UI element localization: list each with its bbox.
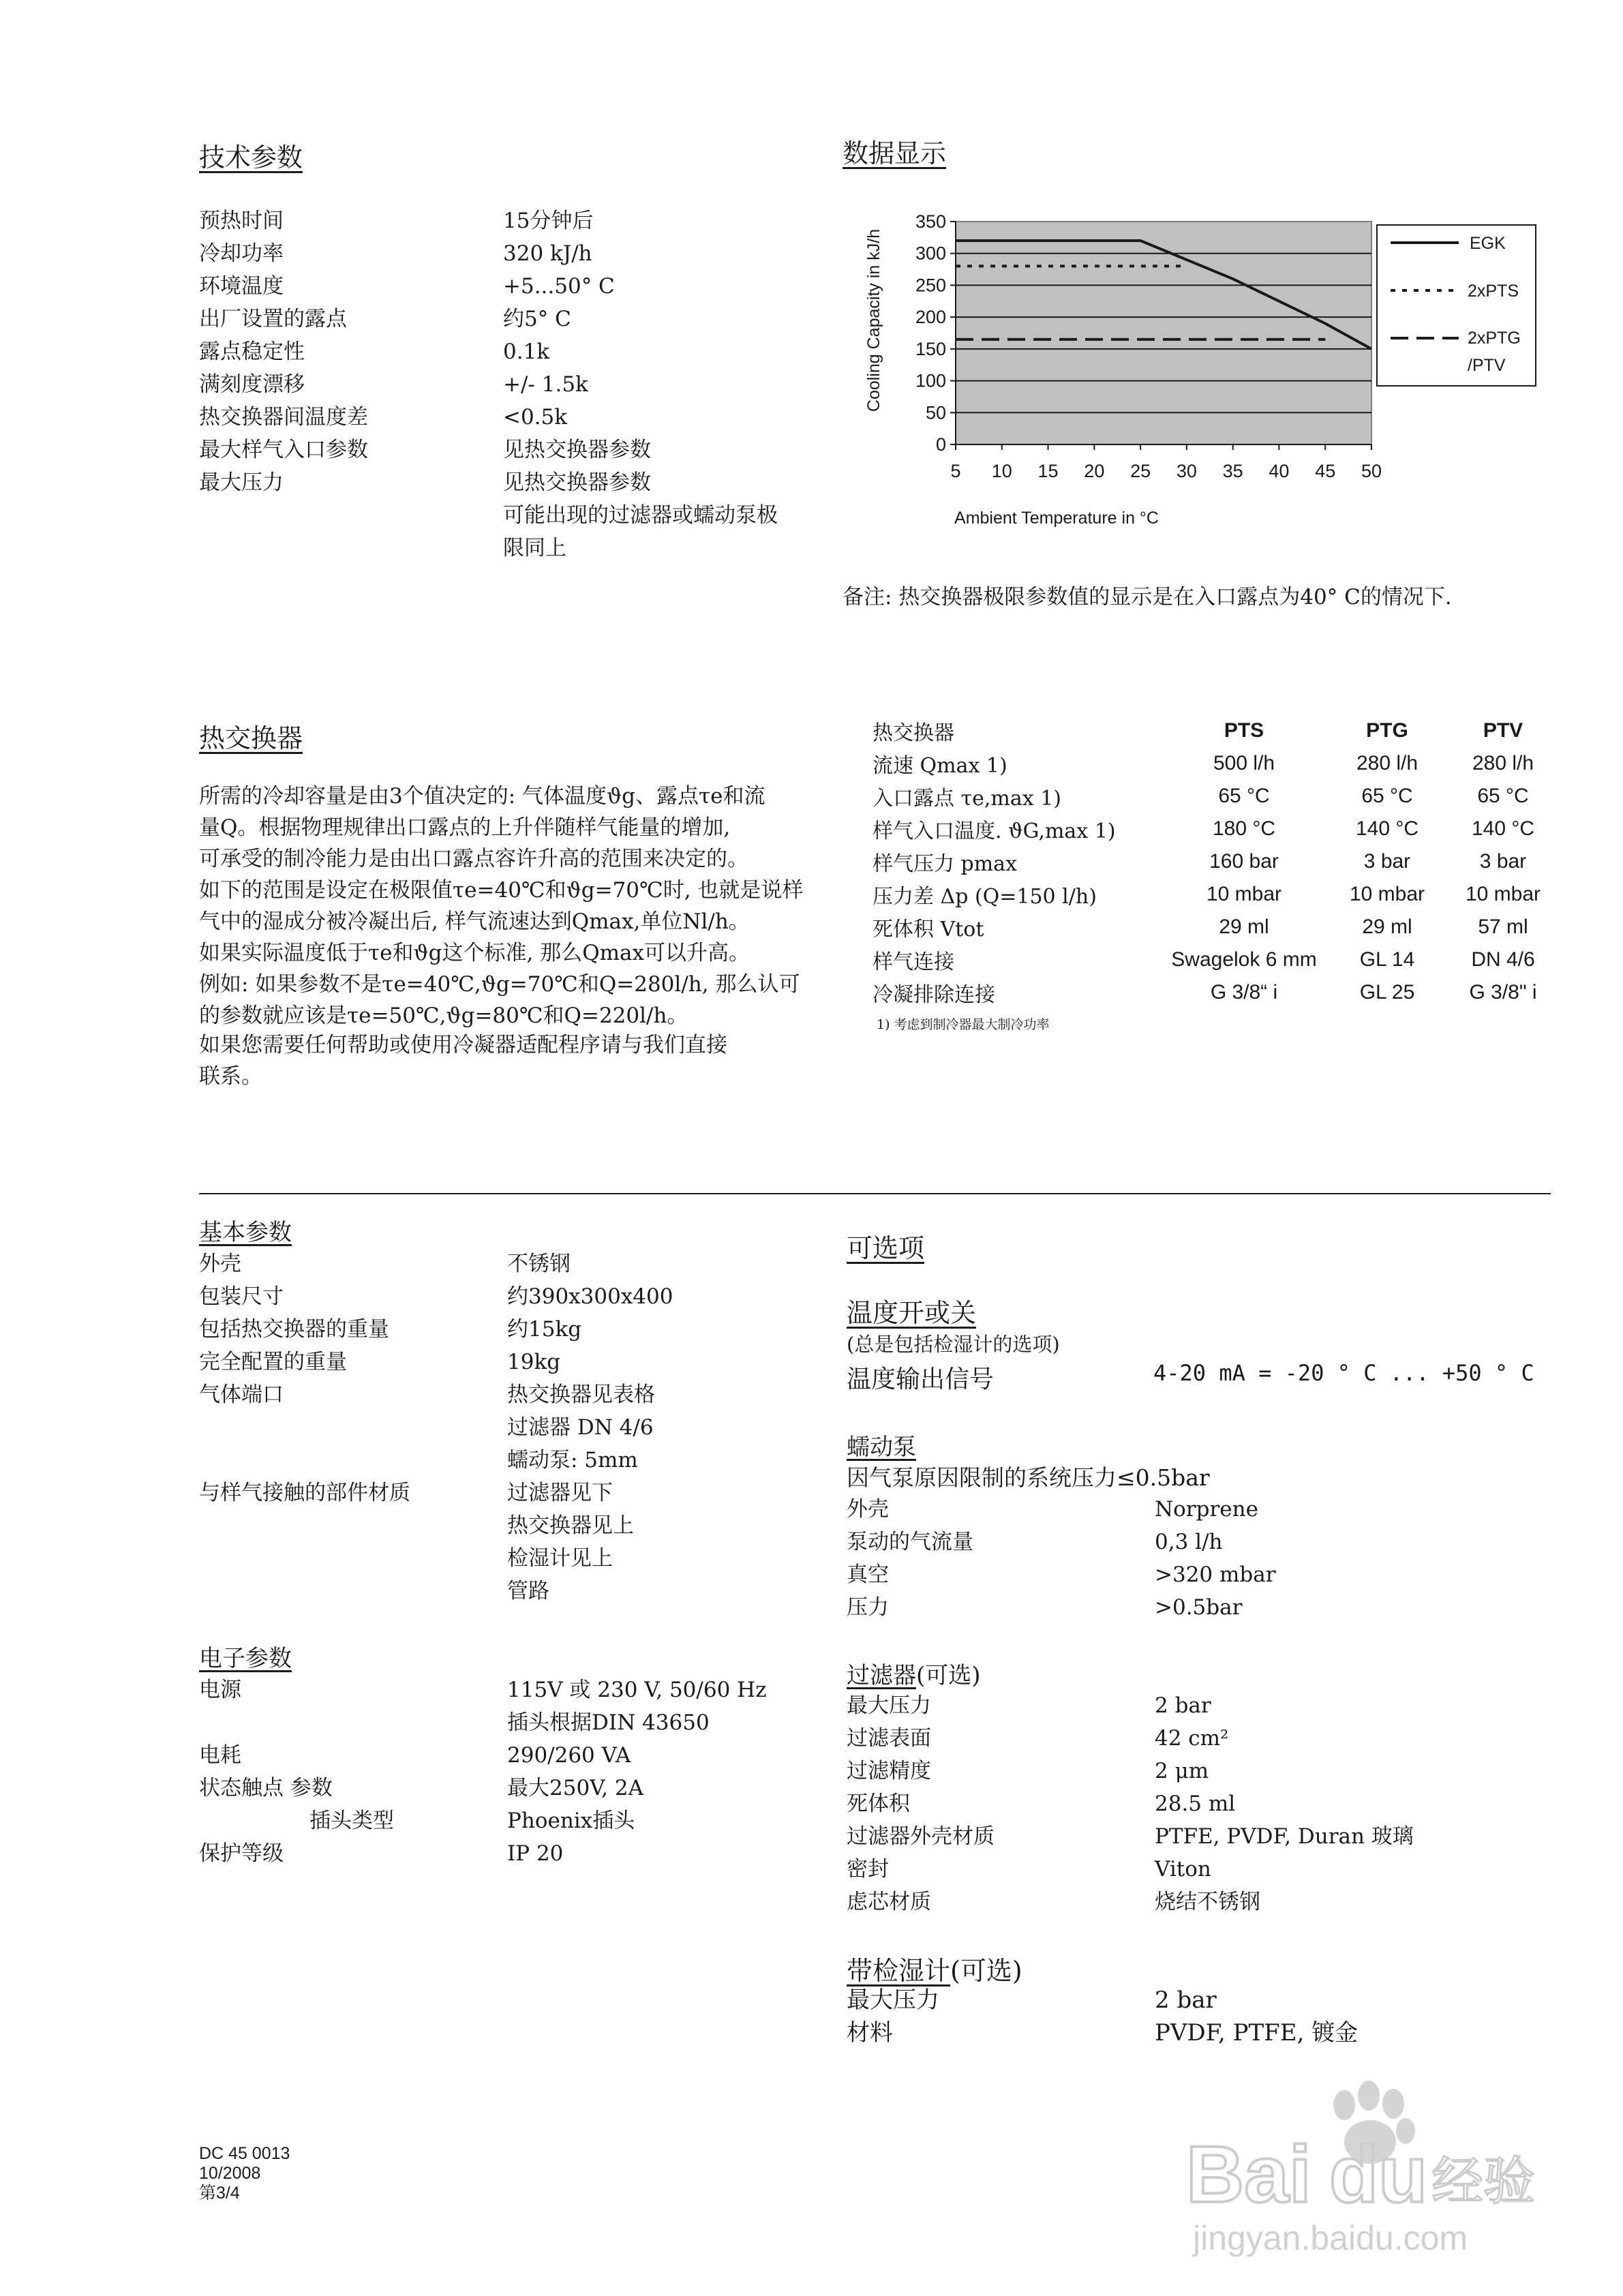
electronic-row <box>199 1706 767 1739</box>
electronic-row <box>199 1674 767 1706</box>
x-tick-label: 35 <box>1222 461 1243 481</box>
watermark-brand: Bai <box>1186 2130 1311 2220</box>
x-tick-label: 5 <box>950 461 961 481</box>
basic-key <box>199 1542 507 1575</box>
table-cell: 65 °C <box>1218 785 1270 807</box>
pump-key: 泵动的气流量 <box>847 1530 973 1554</box>
table-cell: 样气连接 <box>873 950 954 974</box>
electronic-value: Phoenix插头 <box>507 1809 635 1833</box>
tech-row <box>199 303 778 335</box>
tech-key: 满刻度漂移 <box>199 372 305 397</box>
table-cell: 500 l/h <box>1213 752 1275 774</box>
temp-output-key: 温度输出信号 <box>847 1365 995 1393</box>
hygro-title: 带检湿计 <box>847 1956 951 1986</box>
table-cell: 10 mbar <box>1349 883 1425 905</box>
chart-note: 备注: 热交换器极限参数值的显示是在入口露点为40° C的情况下. <box>843 585 1452 609</box>
electronic-value: 插头根据DIN 43650 <box>507 1710 710 1735</box>
filter-value: 烧结不锈钢 <box>1155 1890 1260 1914</box>
legend-box <box>1377 225 1536 386</box>
basic-value: 检湿计见上 <box>507 1546 613 1571</box>
plot-background <box>956 222 1371 444</box>
help-paragraph <box>199 1029 727 1092</box>
table-cell: 180 °C <box>1212 817 1276 840</box>
electronic-row <box>199 1804 767 1837</box>
basic-row <box>199 1509 673 1542</box>
tech-row <box>199 237 778 270</box>
basic-key: 包装尺寸 <box>199 1284 284 1309</box>
basic-row <box>199 1477 673 1509</box>
table-cell: 样气压力 pmax <box>873 852 1017 876</box>
filter-row <box>847 1722 1414 1755</box>
pump-list <box>847 1493 1276 1624</box>
x-axis-label: Ambient Temperature in °C <box>954 509 1159 528</box>
x-tick-label: 50 <box>1361 461 1382 481</box>
tech-key: 预热时间 <box>199 209 284 233</box>
tech-key: 出厂设置的露点 <box>199 307 347 331</box>
tech-value: +/- 1.5k <box>503 372 588 397</box>
basic-value: 蠕动泵: 5mm <box>507 1448 638 1472</box>
temp-switch-note: (总是包括检湿计的选项) <box>847 1333 1060 1356</box>
x-tick-label: 30 <box>1176 461 1197 481</box>
table-cell: 160 bar <box>1209 850 1279 873</box>
section-divider <box>199 1193 1551 1194</box>
tech-key <box>199 499 503 532</box>
tech-value: +5...50° C <box>503 274 615 299</box>
hygro-row <box>847 2016 1358 2049</box>
filter-row <box>847 1689 1414 1722</box>
tech-row <box>199 434 778 466</box>
table-cell: 10 mbar <box>1206 883 1282 905</box>
doc-number: DC 45 0013 <box>199 2144 290 2163</box>
table-cell: 入口露点 τe,max 1) <box>873 787 1062 811</box>
hygro-title-row <box>847 1950 1022 1987</box>
basic-value: 热交换器见上 <box>507 1513 634 1538</box>
pump-value: >0.5bar <box>1155 1595 1243 1620</box>
electronic-key: 插头类型 <box>309 1809 394 1833</box>
table-cell: G 3/8" i <box>1469 981 1537 1003</box>
pump-key: 真空 <box>847 1562 889 1587</box>
hygro-value: 2 bar <box>1155 1987 1217 2014</box>
pump-row <box>847 1526 1276 1558</box>
filter-row <box>847 1787 1414 1820</box>
baidu-watermark <box>1159 2066 1541 2270</box>
legend-ptg-label: 2xPTG <box>1468 329 1521 348</box>
hygro-value: PVDF, PTFE, 镀金 <box>1155 2019 1359 2046</box>
table-row <box>873 911 1561 943</box>
legend-egk-label: EGK <box>1470 234 1506 253</box>
y-tick-label: 50 <box>925 402 946 423</box>
x-tick-label: 20 <box>1084 461 1105 481</box>
table-row <box>873 976 1561 1009</box>
basic-key <box>199 1411 507 1444</box>
filter-row <box>847 1853 1414 1886</box>
filter-value: 2 bar <box>1155 1693 1211 1718</box>
y-axis <box>915 211 956 455</box>
tech-key: 露点稳定性 <box>199 339 305 364</box>
basic-row <box>199 1444 673 1477</box>
options-title: 可选项 <box>847 1233 925 1263</box>
basic-value: 约15kg <box>507 1317 582 1342</box>
electronic-row <box>199 1772 767 1804</box>
table-cell: 29 ml <box>1219 916 1269 938</box>
table-cell: 65 °C <box>1361 785 1413 807</box>
table-cell: 280 l/h <box>1356 752 1419 774</box>
paragraph-line: 如果实际温度低于τe和ϑg这个标准, 那么Qmax可以升高。 <box>199 941 750 965</box>
y-tick-label: 100 <box>915 370 946 391</box>
electronic-key: 保护等级 <box>199 1841 284 1866</box>
hygro-title-suffix: (可选) <box>950 1956 1022 1986</box>
cooling-capacity-chart <box>845 205 1554 539</box>
electronic-key: 状态触点 参数 <box>199 1776 333 1800</box>
table-header-cell: PTG <box>1366 719 1408 742</box>
heat-exchanger-paragraph <box>199 781 803 1031</box>
table-row <box>873 878 1561 911</box>
heat-exchanger-table <box>873 714 1561 1033</box>
table-cell: DN 4/6 <box>1471 948 1535 971</box>
paragraph-line: 如果您需要任何帮助或使用冷凝器适配程序请与我们直接 <box>199 1033 727 1057</box>
filter-key: 密封 <box>847 1857 889 1882</box>
paragraph-line: 气中的湿成分被冷凝出后, 样气流速达到Qmax,单位Nl/h。 <box>199 909 750 934</box>
table-header-cell: PTV <box>1483 719 1523 742</box>
basic-params-list <box>199 1248 673 1607</box>
y-tick-label: 350 <box>915 211 946 232</box>
basic-row <box>199 1378 673 1411</box>
table-cell: 样气入口温度. ϑG,max 1) <box>873 819 1116 843</box>
basic-value: 不锈钢 <box>507 1252 571 1276</box>
hygro-key: 材料 <box>847 2019 893 2046</box>
doc-date: 10/2008 <box>199 2164 261 2183</box>
electronic-key: 电耗 <box>199 1743 241 1768</box>
legend-ptv-label: /PTV <box>1468 356 1506 375</box>
tech-row <box>199 499 778 532</box>
basic-row <box>199 1248 673 1280</box>
electronic-key: 电源 <box>199 1678 241 1702</box>
tech-key <box>199 532 503 564</box>
electronic-value: IP 20 <box>507 1841 564 1866</box>
basic-value: 过滤器见下 <box>507 1481 613 1505</box>
temp-switch-title: 温度开或关 <box>847 1298 977 1328</box>
table-cell: 死体积 Vtot <box>873 918 984 941</box>
table-cell: 3 bar <box>1479 850 1527 873</box>
basic-row <box>199 1280 673 1313</box>
legend <box>1377 225 1536 386</box>
pump-key: 压力 <box>847 1595 889 1620</box>
basic-key: 外壳 <box>199 1252 241 1276</box>
paragraph-line: 的参数就应该是τe=50℃,ϑg=80℃和Q=220l/h。 <box>199 1003 688 1028</box>
basic-key: 气体端口 <box>199 1383 284 1407</box>
x-tick-label: 25 <box>1130 461 1151 481</box>
table-cell: 流速 Qmax 1) <box>873 754 1007 778</box>
plot-area <box>956 222 1371 444</box>
tech-value: 15分钟后 <box>503 209 594 233</box>
basic-value: 热交换器见表格 <box>507 1383 655 1407</box>
pump-value: >320 mbar <box>1155 1562 1276 1587</box>
basic-value: 约390x300x400 <box>507 1284 673 1309</box>
basic-row <box>199 1313 673 1346</box>
tech-key: 冷却功率 <box>199 241 284 266</box>
x-tick-label: 15 <box>1037 461 1059 481</box>
basic-key: 包括热交换器的重量 <box>199 1317 389 1342</box>
filter-key: 死体积 <box>847 1792 910 1816</box>
y-tick-label: 300 <box>915 243 946 264</box>
tech-value: 320 kJ/h <box>503 241 592 266</box>
tech-key: 最大样气入口参数 <box>199 438 368 462</box>
basic-row <box>199 1346 673 1378</box>
filter-value: 2 μm <box>1155 1759 1209 1783</box>
basic-value: 19kg <box>507 1350 561 1374</box>
basic-row <box>199 1575 673 1607</box>
filter-value: Viton <box>1155 1857 1211 1882</box>
hygro-key: 最大压力 <box>847 1987 939 2014</box>
tech-params-list <box>199 205 778 564</box>
filter-key: 过滤器外壳材质 <box>847 1824 995 1849</box>
paragraph-line: 联系。 <box>199 1064 262 1089</box>
table-cell: 3 bar <box>1363 850 1411 873</box>
table-cell: 140 °C <box>1355 817 1419 840</box>
filter-title-row <box>847 1657 981 1690</box>
table-row <box>873 845 1561 878</box>
tech-row <box>199 205 778 237</box>
basic-key: 完全配置的重量 <box>199 1350 347 1374</box>
tech-row <box>199 335 778 368</box>
y-tick-label: 150 <box>915 338 946 359</box>
pump-row <box>847 1591 1276 1624</box>
tech-value: 见热交换器参数 <box>503 438 651 462</box>
pump-value: Norprene <box>1155 1497 1258 1522</box>
heat-exchanger-title: 热交换器 <box>199 723 303 753</box>
y-tick-label: 250 <box>915 275 946 296</box>
tech-row <box>199 368 778 401</box>
tech-key: 最大压力 <box>199 470 284 495</box>
filter-key: 最大压力 <box>847 1693 931 1718</box>
basic-value: 过滤器 DN 4/6 <box>507 1415 654 1440</box>
filter-value: 42 cm² <box>1155 1726 1229 1751</box>
tech-value: 0.1k <box>503 339 550 364</box>
electronic-key <box>199 1706 507 1739</box>
pump-value: 0,3 l/h <box>1155 1530 1223 1554</box>
table-cell: 65 °C <box>1477 785 1529 807</box>
watermark-cn: 经验 <box>1431 2151 1535 2211</box>
table-cell: 29 ml <box>1362 916 1412 938</box>
pump-note: 因气泵原因限制的系统压力≤0.5bar <box>847 1464 1210 1491</box>
electronic-value: 115V 或 230 V, 50/60 Hz <box>507 1678 767 1702</box>
table-cell: G 3/8“ i <box>1210 981 1278 1003</box>
filter-key: 虑芯材质 <box>847 1890 931 1914</box>
document-footer <box>199 2144 290 2203</box>
electronic-params-list <box>199 1674 767 1870</box>
tech-value: <0.5k <box>503 405 568 429</box>
basic-row <box>199 1542 673 1575</box>
tech-params-title: 技术参数 <box>199 142 303 172</box>
filter-title-suffix: (可选) <box>916 1662 981 1689</box>
paragraph-line: 量Q。根据物理规律出口露点的上升伴随样气能量的增加, <box>199 815 731 840</box>
table-cell: 57 ml <box>1478 916 1528 938</box>
tech-row <box>199 466 778 499</box>
temp-output-row <box>847 1360 1534 1395</box>
temp-output-value: 4-20 mA = -20 ° C ... +50 ° C <box>1153 1360 1534 1386</box>
electronic-value: 最大250V, 2A <box>507 1776 643 1800</box>
electronic-row <box>199 1739 767 1772</box>
paragraph-line: 例如: 如果参数不是τe=40℃,ϑg=70℃和Q=280l/h, 那么认可 <box>199 972 800 997</box>
tech-value: 约5° C <box>503 307 571 331</box>
basic-key: 与样气接触的部件材质 <box>199 1481 410 1505</box>
basic-row <box>199 1411 673 1444</box>
table-row <box>873 813 1561 845</box>
page-number: 第3/4 <box>199 2184 240 2203</box>
basic-key <box>199 1444 507 1477</box>
electronic-value: 290/260 VA <box>507 1743 631 1768</box>
electronic-row <box>199 1837 767 1870</box>
basic-key <box>199 1575 507 1607</box>
filter-row <box>847 1755 1414 1787</box>
paragraph-line: 如下的范围是设定在极限值τe=40℃和ϑg=70℃时, 也就是说样 <box>199 878 804 903</box>
y-tick-label: 200 <box>915 307 946 328</box>
table-row <box>873 943 1561 976</box>
table-cell: Swagelok 6 mm <box>1171 948 1317 971</box>
electronic-params-title: 电子参数 <box>199 1645 292 1672</box>
paragraph-line: 所需的冷却容量是由3个值决定的: 气体温度ϑg、露点τe和流 <box>199 784 765 809</box>
tech-row <box>199 270 778 303</box>
filter-title: 过滤器 <box>847 1662 916 1689</box>
table-cell: 280 l/h <box>1472 752 1534 774</box>
filter-row <box>847 1886 1414 1918</box>
filter-value: 28.5 ml <box>1155 1792 1236 1816</box>
tech-key: 环境温度 <box>199 274 284 299</box>
watermark-url: jingyan.baidu.com <box>1193 2219 1468 2257</box>
table-cell: GL 14 <box>1359 948 1415 971</box>
table-cell: 冷凝排除连接 <box>873 983 995 1007</box>
filter-key: 过滤表面 <box>847 1726 931 1751</box>
basic-params-title: 基本参数 <box>199 1219 292 1246</box>
tech-row <box>199 532 778 564</box>
pump-row <box>847 1493 1276 1526</box>
x-tick-label: 45 <box>1315 461 1336 481</box>
basic-key <box>199 1509 507 1542</box>
x-tick-label: 40 <box>1269 461 1290 481</box>
table-cell: GL 25 <box>1359 981 1415 1003</box>
x-axis <box>950 444 1382 481</box>
legend-pts-label: 2xPTS <box>1468 282 1519 301</box>
table-cell: 140 °C <box>1471 817 1535 840</box>
pump-key: 外壳 <box>847 1497 889 1522</box>
filter-row <box>847 1820 1414 1853</box>
data-display-title: 数据显示 <box>843 138 947 168</box>
filter-list <box>847 1689 1414 1918</box>
y-axis-label: Cooling Capacity in kJ/h <box>864 228 883 412</box>
hygro-row <box>847 1984 1358 2016</box>
basic-value: 管路 <box>507 1579 549 1603</box>
table-cell: 压力差 Δp (Q=150 l/h) <box>873 885 1097 909</box>
table-row <box>873 780 1561 813</box>
table-row <box>873 747 1561 780</box>
x-tick-label: 10 <box>991 461 1012 481</box>
table-header-cell: 热交换器 <box>873 721 954 745</box>
filter-value: PTFE, PVDF, Duran 玻璃 <box>1155 1824 1414 1849</box>
table-cell: 10 mbar <box>1465 883 1541 905</box>
table-footnote: 1) 考虑到制冷器最大制冷功率 <box>877 1017 1050 1032</box>
table-header-cell: PTS <box>1224 719 1264 742</box>
pump-row <box>847 1558 1276 1591</box>
filter-key: 过滤精度 <box>847 1759 931 1783</box>
y-tick-label: 0 <box>935 434 946 455</box>
tech-row <box>199 401 778 434</box>
pump-title: 蠕动泵 <box>847 1434 916 1461</box>
tech-value: 可能出现的过滤器或蠕动泵极 <box>503 503 778 528</box>
tech-value: 限同上 <box>503 536 566 560</box>
paragraph-line: 可承受的制冷能力是由出口露点容许升高的范围来决定的。 <box>199 847 748 871</box>
tech-key: 热交换器间温度差 <box>199 405 368 429</box>
table-header-row <box>873 714 1561 747</box>
hygro-list <box>847 1984 1358 2049</box>
tech-value: 见热交换器参数 <box>503 470 651 495</box>
watermark-brand-du: du <box>1329 2130 1428 2220</box>
